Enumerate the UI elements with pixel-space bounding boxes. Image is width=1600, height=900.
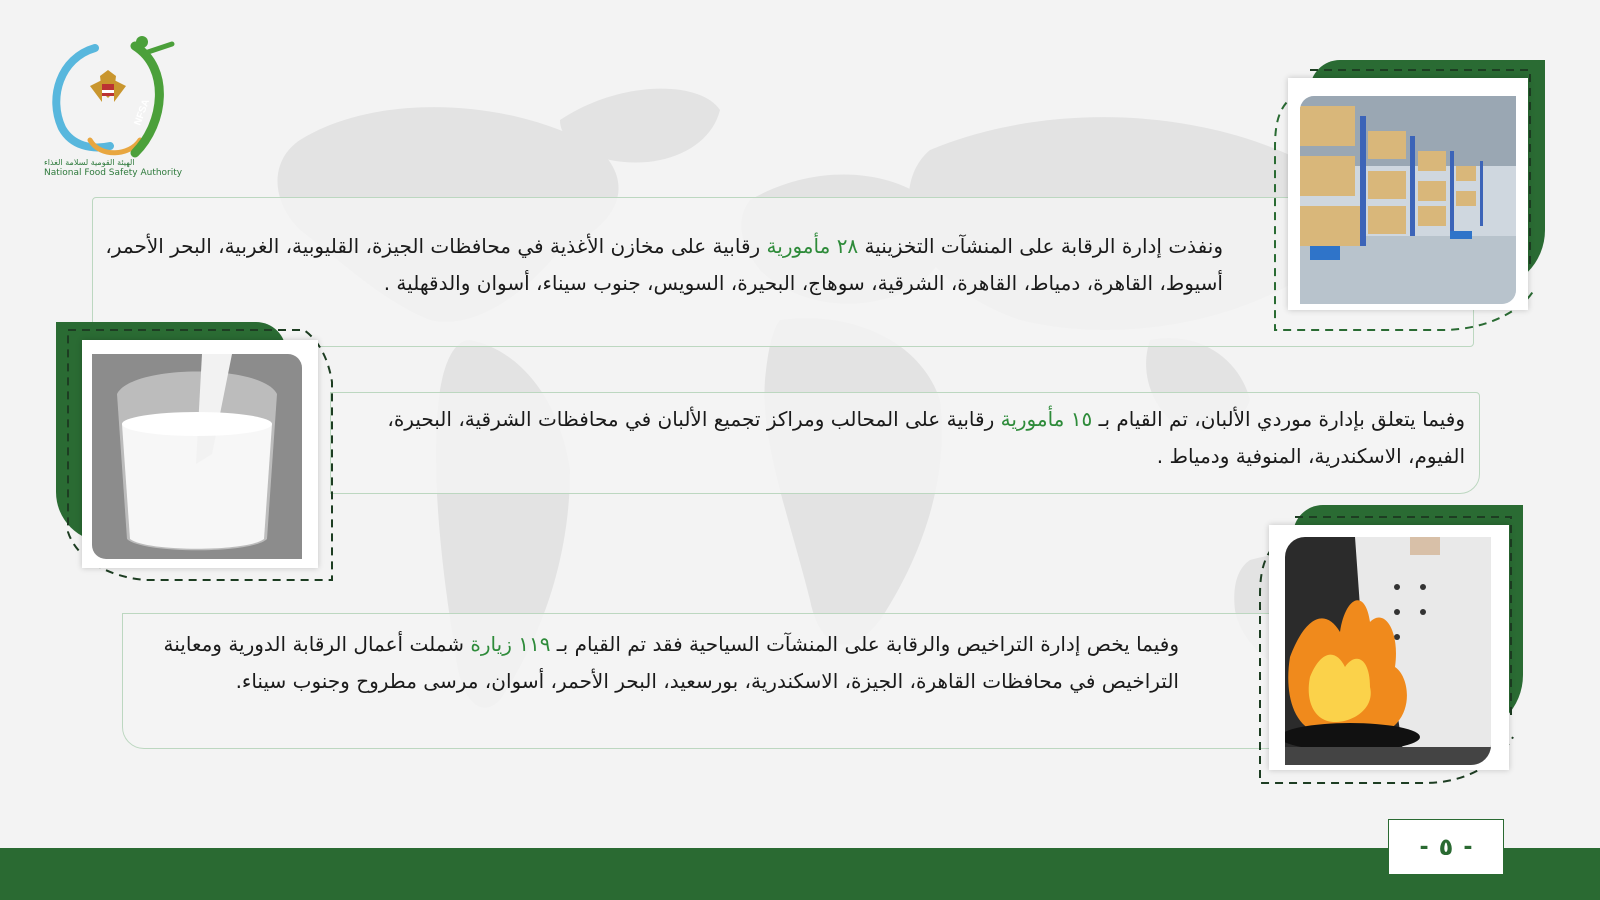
warehouse-photo-frame [1270,58,1555,333]
milk-glass-photo [92,354,302,559]
footer-bar [0,848,1600,900]
dairy-suppliers-card [330,392,1480,494]
chef-photo-frame [1255,505,1530,787]
visits-count-highlight: ١١٩ زيارة [470,632,551,656]
svg-text:NFSA: NFSA [132,97,153,128]
dairy-missions-highlight: ١٥ مأمورية [1000,407,1093,431]
missions-count-highlight: ٢٨ مأمورية [766,234,859,258]
milk-photo-frame [56,322,338,584]
eagle-emblem-icon [90,70,126,102]
warehouse-photo [1300,96,1516,304]
tourism-facilities-paragraph: وفيما يخص إدارة التراخيص والرقابة على المنشآت السياحية فقد تم القيام بـ ١١٩ زيارة شملت أعمال الرقابة الدورية ومعاينة التراخيص في محافظات القاهرة، الجيزة، الاسكندرية، بورسعيد، البحر الأحمر، أسوان، مرسى مطروح وجنوب سيناء. [163,632,1179,693]
tourism-facilities-card [122,613,1284,749]
page-number-box: - ٥ - [1388,819,1504,875]
logo-english-name: National Food Safety Authority [44,168,183,178]
storage-facilities-paragraph: ونفذت إدارة الرقابة على المنشآت التخزينية ٢٨ مأمورية رقابية على مخازن الأغذية في محافظات الجيزة، القليوبية، الغربية، البحر الأحمر، أسيوط، القاهرة، دمياط، القاهرة، الشرقية، سوهاج، البحيرة، السويس، جنوب سيناء، أسوان والدقهلية . [105,234,1223,295]
dairy-suppliers-paragraph: وفيما يتعلق بإدارة موردي الألبان، تم القيام بـ ١٥ مأمورية رقابية على المحالب ومراكز تجميع الألبان في محافظات الشرقية، البحيرة، الفيوم، الاسكندرية، المنوفية ودمياط . [387,407,1465,468]
logo-arabic-name: الهيئة القومية لسلامة الغذاء [44,158,135,167]
chef-cooking-photo [1285,537,1491,765]
page-number: ٥ [1438,833,1454,861]
